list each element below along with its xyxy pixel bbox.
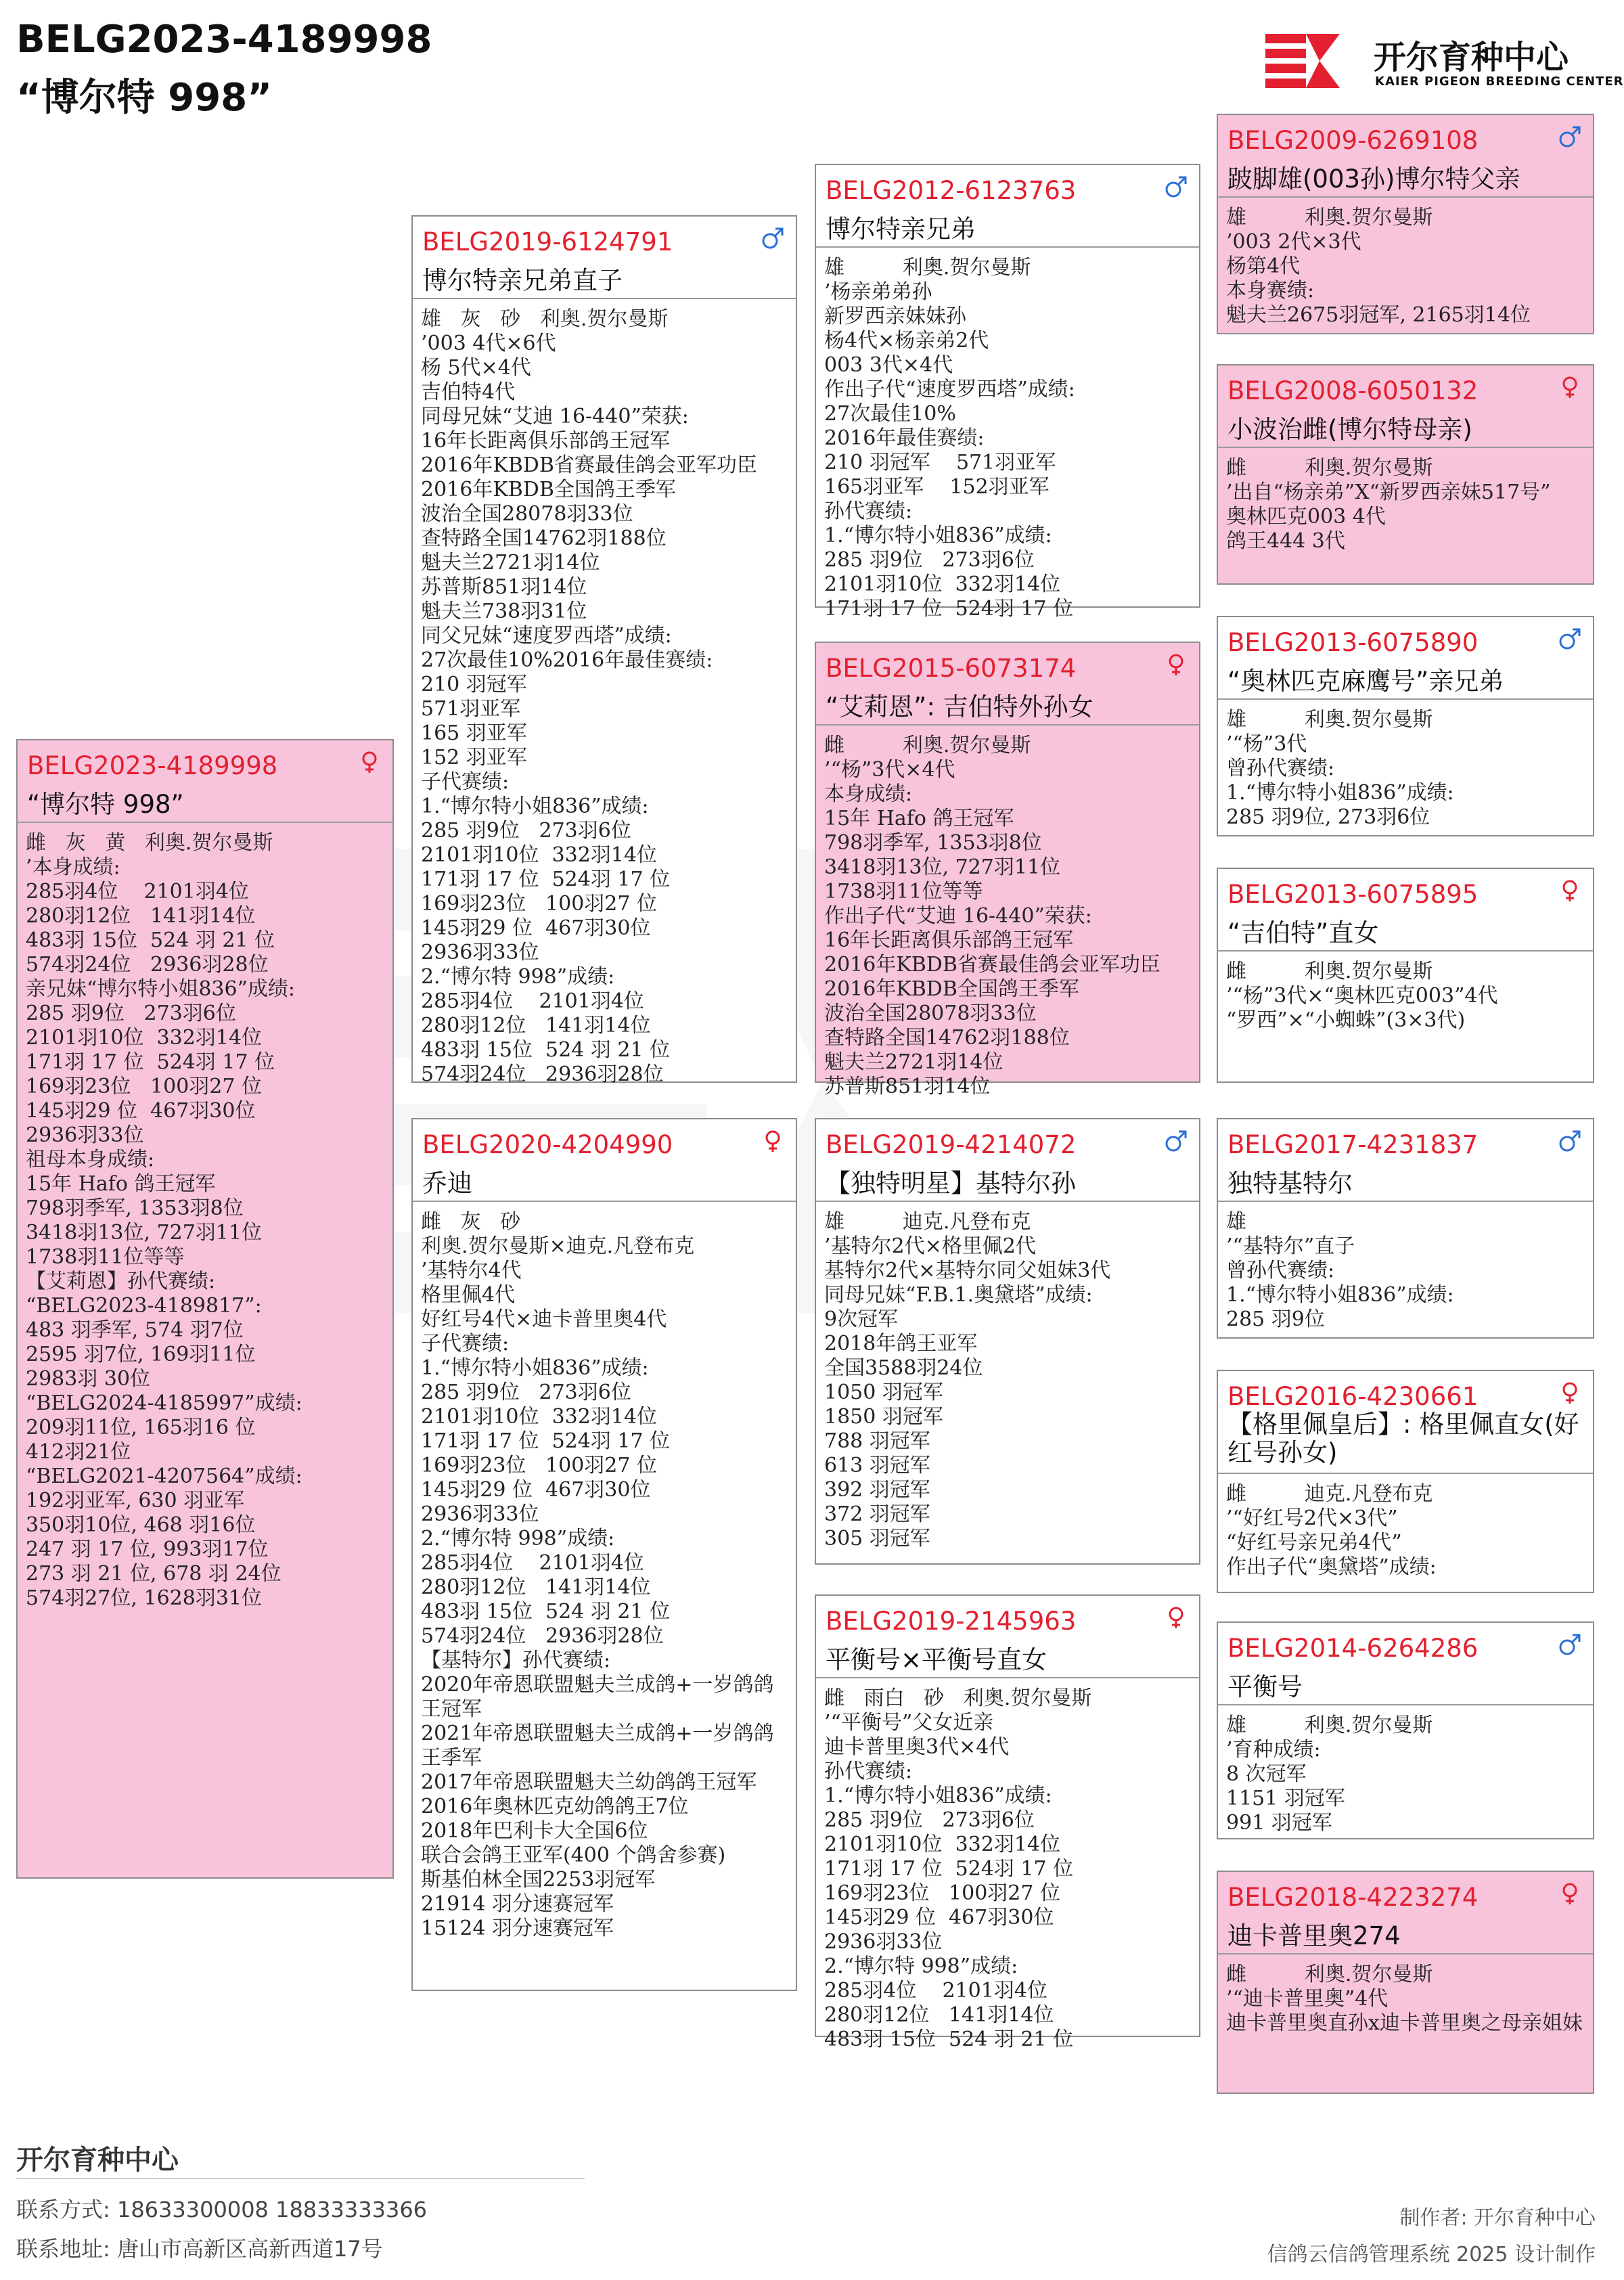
card-bird-name: 乔迪 (422, 1169, 472, 1198)
card-ring-id: BELG2017-4231837 (1227, 1130, 1479, 1159)
card-details: 雄 利奥.贺尔曼斯 ’育种成绩: 8 次冠军 1151 羽冠军 991 羽冠军 (1226, 1714, 1433, 1835)
female-icon (1164, 1605, 1188, 1630)
male-icon (1164, 1129, 1188, 1153)
pedigree-card-sire-dam[interactable] (815, 642, 1200, 1098)
pedigree-card-sd-dam[interactable] (1217, 868, 1594, 1083)
male-icon (761, 226, 785, 250)
page-bird-id: BELG2023-4189998 (16, 18, 432, 62)
male-icon (1558, 627, 1582, 651)
pedigree-card-sire[interactable] (411, 215, 797, 1086)
card-ring-id: BELG2012-6123763 (826, 176, 1077, 205)
page-bird-name: “博尔特 998” (16, 76, 272, 120)
card-ring-id: BELG2018-4223274 (1227, 1883, 1479, 1912)
pedigree-card-ds-sire[interactable] (1217, 1118, 1594, 1339)
card-bird-name: “吉伯特”直女 (1227, 918, 1379, 947)
footer-maker: 制作者: 开尔育种中心 (1399, 2206, 1596, 2230)
card-bird-name: 跛脚雄(003孙)博尔特父亲 (1227, 164, 1520, 194)
pedigree-card-ds-dam[interactable] (1217, 1370, 1594, 1593)
card-ring-id: BELG2019-6124791 (422, 227, 673, 256)
card-ring-id: BELG2009-6269108 (1227, 126, 1479, 155)
card-ring-id: BELG2013-6075890 (1227, 628, 1479, 657)
card-details: 雌 灰 砂 利奥.贺尔曼斯×迪克.凡登布克 ’基特尔4代 格里佩4代 好红号4代×迪卡普里奥4代 子代赛绩: 1.“博尔特小姐836”成绩: 285 羽9位 273羽6位 2101羽10位 332羽14位 171羽 17 位 524羽 17 位 169羽23位 100羽27 位 145羽29 位 467羽30位 2936羽33位 2.“博尔特 998”成绩: 285羽4位 2101羽4位 280羽12位 141羽14位 483羽 15位 524 羽 21 位 574羽24位 2936羽28位 【基特尔】孙代赛绩: 2020年帝恩联盟魁夫兰成鸽+一岁鸽鸽王冠军 2021年帝恩联盟魁夫兰成鸽+一岁鸽鸽王季军 2017年帝恩联盟魁夫兰幼鸽鸽王冠军 2016年奥林匹克幼鸽鸽王7位 2018年巴利卡大全国6位 联合会鸽王亚军(400 个鸽舍参赛) 斯基伯林全国2253羽冠军 21914 羽分速赛冠军 15124 羽分速赛冠军 (421, 1210, 774, 1940)
card-details: 雌 雨白 砂 利奥.贺尔曼斯 ’“平衡号”父女近亲 迪卡普里奥3代×4代 孙代赛绩: 1.“博尔特小姐836”成绩: 285 羽9位 273羽6位 2101羽10位 332羽14位 171羽 17 位 524羽 17 位 169羽23位 100羽27 位 145羽29 位 467羽30位 2936羽33位 2.“博尔特 998”成绩: 285羽4位 2101羽4位 280羽12位 141羽14位 483羽 15位 524 羽 21 位 (824, 1686, 1092, 2051)
card-ring-id: BELG2013-6075895 (1227, 880, 1479, 909)
kaier-logo-icon (1265, 27, 1360, 92)
card-details: 雄 迪克.凡登布克 ’基特尔2代×格里佩2代 基特尔2代×基特尔同父姐妹3代 同母兄妹“F.B.1.奥黛塔”成绩: 9次冠军 2018年鸽王亚军 全国3588羽24位 1050 羽冠军 1850 羽冠军 788 羽冠军 613 羽冠军 392 羽冠军 372 羽冠军 305 羽冠军 (824, 1210, 1111, 1550)
card-bird-name: 迪卡普里奥274 (1227, 1921, 1401, 1950)
card-bird-name: 独特基特尔 (1227, 1169, 1353, 1198)
card-bird-name: “博尔特 998” (27, 790, 184, 819)
pedigree-card-dd-sire[interactable] (1217, 1622, 1594, 1839)
pedigree-card-sd-sire[interactable] (1217, 616, 1594, 836)
logo-chinese-name: 开尔育种中心 (1374, 39, 1569, 76)
card-details: 雌 利奥.贺尔曼斯 ’“迪卡普里奥”4代 迪卡普里奥直孙x迪卡普里奥之母亲姐妹 (1226, 1963, 1583, 2035)
card-bird-name: “艾莉恩”: 吉伯特外孙女 (826, 692, 1093, 721)
card-bird-name: 小波治雌(博尔特母亲) (1227, 415, 1472, 444)
footer-system-credit: 信鸽云信鸽管理系统 2025 设计制作 (1267, 2243, 1596, 2266)
card-ring-id: BELG2015-6073174 (826, 654, 1077, 683)
card-ring-id: BELG2020-4204990 (422, 1130, 673, 1159)
card-ring-id: BELG2016-4230661 (1227, 1382, 1479, 1411)
card-ring-id: BELG2019-2145963 (826, 1607, 1077, 1636)
footer-contact: 联系方式: 18633300008 18833333366 (16, 2197, 428, 2222)
card-bird-name: 【格里佩皇后】: 格里佩直女(好红号孙女) (1227, 1410, 1579, 1467)
card-details: 雌 利奥.贺尔曼斯 ’出自“杨亲弟”X“新罗西亲妹517号” 奥林匹克003 4代 鸽王444 3代 (1226, 456, 1551, 553)
female-icon (1558, 375, 1582, 399)
pedigree-card-dam-dam[interactable] (815, 1594, 1200, 2051)
female-icon (357, 750, 382, 774)
card-details: 雄 灰 砂 利奥.贺尔曼斯 ’003 4代×6代 杨 5代×4代 吉伯特4代 同母兄妹“艾迪 16-440”荣获: 16年长距离俱乐部鸽王冠军 2016年KBDB省赛最佳鸽会亚军功臣 2016年KBDB全国鸽王季军 波治全国28078羽33位 查特路全国14762羽188位 魁夫兰2721羽14位 苏普斯851羽14位 魁夫兰738羽31位 同父兄妹“速度罗西塔”成绩: 27次最佳10%2016年最佳赛绩: 210 羽冠军 571羽亚军 165 羽亚军 152 羽亚军 子代赛绩: 1.“博尔特小姐836”成绩: 285 羽9位 273羽6位 2101羽10位 332羽14位 171羽 17 位 524羽 17 位 169羽23位 100羽27 位 145羽29 位 467羽30位 2936羽33位 2.“博尔特 998”成绩: 285羽4位 2101羽4位 280羽12位 141羽14位 483羽 15位 524 羽 21 位 574羽24位 2936羽28位 (421, 307, 757, 1086)
pedigree-card-ss-dam[interactable] (1217, 364, 1594, 585)
card-details: 雄 利奥.贺尔曼斯 ’杨亲弟弟孙 新罗西亲妹妹孙 杨4代×杨亲弟2代 003 3代×4代 作出子代“速度罗西塔”成绩: 27次最佳10% 2016年最佳赛绩: 210 羽冠军 571羽亚军 165羽亚军 152羽亚军 孙代赛绩: 1.“博尔特小姐836”成绩: 285 羽9位 273羽6位 2101羽10位 332羽14位 171羽 17 位 524羽 17 位 (824, 256, 1075, 621)
pedigree-card-dd-dam[interactable] (1217, 1871, 1594, 2094)
card-ring-id: BELG2023-4189998 (27, 751, 278, 780)
card-details: 雌 迪克.凡登布克 ’“好红号2代×3代” “好红号亲兄弟4代” 作出子代“奥黛塔”成绩: (1226, 1482, 1437, 1579)
pedigree-card-dam[interactable] (411, 1118, 797, 1991)
card-ring-id: BELG2008-6050132 (1227, 376, 1479, 405)
card-bird-name: “奥林匹克麻鹰号”亲兄弟 (1227, 667, 1504, 696)
brand-logo (1265, 27, 1624, 92)
male-icon (1558, 1632, 1582, 1657)
card-ring-id: BELG2014-6264286 (1227, 1634, 1479, 1663)
card-bird-name: 平衡号×平衡号直女 (826, 1645, 1047, 1674)
card-bird-name: 平衡号 (1227, 1672, 1303, 1701)
card-details: 雄 利奥.贺尔曼斯 ’003 2代×3代 杨第4代 本身赛绩: 魁夫兰2675羽冠军, 2165羽14位 (1226, 206, 1531, 327)
card-details: 雌 利奥.贺尔曼斯 ’“杨”3代×“奥林匹克003”4代 “罗西”×“小蜘蛛”(3×3代) (1226, 960, 1498, 1032)
footer-center-name: 开尔育种中心 (16, 2145, 179, 2176)
footer-divider (16, 2178, 585, 2179)
card-bird-name: 博尔特亲兄弟直子 (422, 266, 623, 295)
female-icon (1558, 1881, 1582, 1906)
pedigree-card-subject[interactable] (16, 739, 394, 1879)
footer-address: 联系地址: 唐山市高新区高新西道17号 (16, 2236, 383, 2262)
card-ring-id: BELG2019-4214072 (826, 1130, 1077, 1159)
pedigree-card-ss-sire[interactable] (1217, 114, 1594, 334)
pedigree-card-sire-sire[interactable] (815, 164, 1200, 621)
female-icon (1558, 1381, 1582, 1405)
card-details: 雄 ’“基特尔”直子 曾孙代赛绩: 1.“博尔特小姐836”成绩: 285 羽9位 (1226, 1210, 1454, 1331)
female-icon (1164, 652, 1188, 677)
male-icon (1558, 1129, 1582, 1153)
card-details: 雌 利奥.贺尔曼斯 ’“杨”3代×4代 本身成绩: 15年 Hafo 鸽王冠军 798羽季军, 1353羽8位 3418羽13位, 727羽11位 1738羽11位等等 作出子代“艾迪 16-440”荣获: 16年长距离俱乐部鸽王冠军 2016年KBDB省赛最佳鸽会亚军功臣 2016年KBDB全国鸽王季军 波治全国28078羽33位 查特路全国14762羽188位 魁夫兰2721羽14位 苏普斯851羽14位 (824, 734, 1160, 1098)
card-details: 雄 利奥.贺尔曼斯 ’“杨”3代 曾孙代赛绩: 1.“博尔特小姐836”成绩: 285 羽9位, 273羽6位 (1226, 708, 1454, 829)
logo-english-name: KAIER PIGEON BREEDING CENTER (1375, 74, 1624, 89)
female-icon (1558, 878, 1582, 903)
male-icon (1558, 125, 1582, 149)
female-icon (761, 1129, 785, 1153)
card-details: 雌 灰 黄 利奥.贺尔曼斯 ’本身成绩: 285羽4位 2101羽4位 280羽12位 141羽14位 483羽 15位 524 羽 21 位 574羽24位 2936羽28位 亲兄妹“博尔特小姐836”成绩: 285 羽9位 273羽6位 2101羽10位 332羽14位 171羽 17 位 524羽 17 位 169羽23位 100羽27 位 145羽29 位 467羽30位 2936羽33位 祖母本身成绩: 15年 Hafo 鸽王冠军 798羽季军, 1353羽8位 3418羽13位, 727羽11位 1738羽11位等等 【艾莉恩】孙代赛绩: “BELG2023-4189817”: 483 羽季军, 574 羽7位 2595 羽7位, 169羽11位 2983羽 30位 “BELG2024-4185997”成绩: 209羽11位, 165羽16 位 412羽21位 “BELG2021-4207564”成绩: 192羽亚军, 630 羽亚军 350羽10位, 468 羽16位 247 羽 17 位, 993羽17位 273 羽 21 位, 678 羽 24位 574羽27位, 1628羽31位 (26, 831, 302, 1610)
card-bird-name: 【独特明星】基特尔孙 (826, 1169, 1076, 1198)
male-icon (1164, 175, 1188, 199)
pedigree-card-dam-sire[interactable] (815, 1118, 1200, 1565)
card-bird-name: 博尔特亲兄弟 (826, 215, 976, 244)
